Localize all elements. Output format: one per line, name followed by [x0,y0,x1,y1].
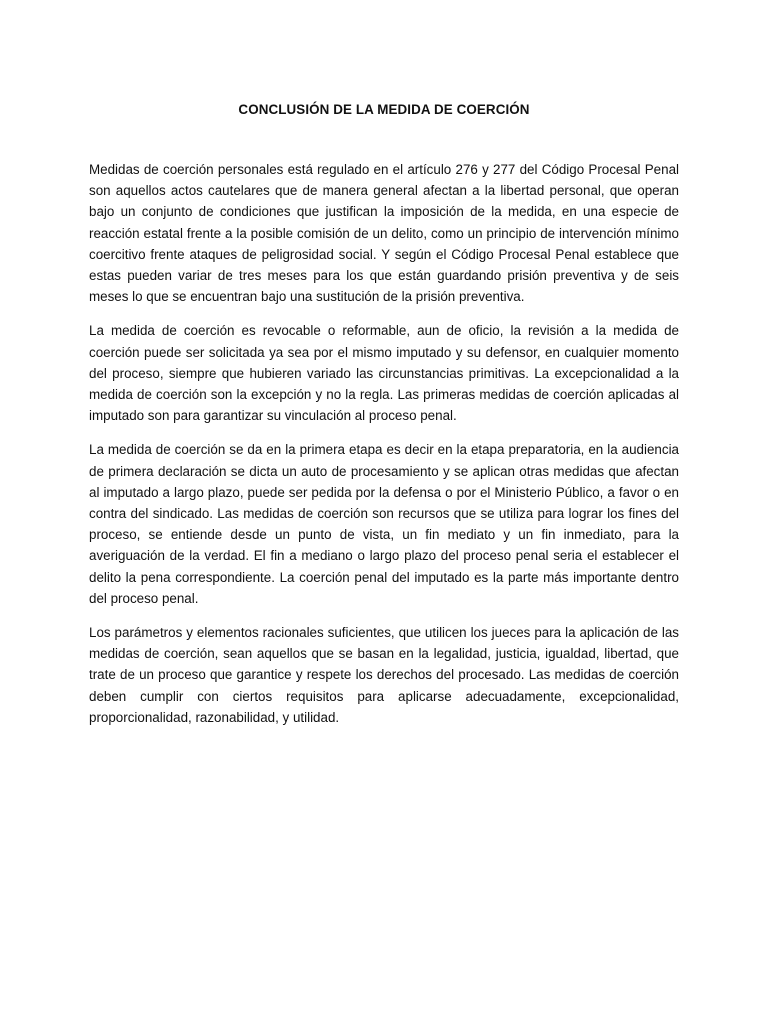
document-title: CONCLUSIÓN DE LA MEDIDA DE COERCIÓN [238,102,530,117]
paragraph-1: Medidas de coerción personales está regulado en el artículo 276 y 277 del Código Procesal Penal son aquellos actos cautelares que de manera general afectan a la libertad personal, que operan bajo un conjunto de condiciones que justifican la imposición de la medida, en una especie de reacción estatal frente a la posible comisión de un delito, como un principio de intervención mínimo coercitivo frente ataques de peligrosidad social. Y según el Código Procesal Penal establece que estas pueden variar de tres meses para los que están guardando prisión preventiva y de seis meses lo que se encuentran bajo una sustitución de la prisión preventiva. [89,162,679,305]
paragraph-4: Los parámetros y elementos racionales suficientes, que utilicen los jueces para la aplicación de las medidas de coerción, sean aquellos que se basan en la legalidad, justicia, igualdad, libertad, que trate de un proceso que garantice y respete los derechos del procesado. Las medidas de coerción deben cumplir con ciertos requisitos para aplicarse adecuadamente, excepcionalidad, proporcionalidad, razonabilidad, y utilidad. [89,625,679,725]
document-body [89,159,679,741]
paragraph-3: La medida de coerción se da en la primera etapa es decir en la etapa preparatoria, en la audiencia de primera declaración se dicta un auto de procesamiento y se aplican otras medidas que afectan al imputado a largo plazo, puede ser pedida por la defensa o por el Ministerio Público, a favor o en contra del sindicado. Las medidas de coerción son recursos que se utiliza para lograr los fines del proceso, se entiende desde un punto de vista, un fin mediato y un fin inmediato, para la averiguación de la verdad. El fin a mediano o largo plazo del proceso penal seria el establecer el delito la pena correspondiente. La coerción penal del imputado es la parte más importante dentro del proceso penal. [89,442,679,606]
paragraph-2: La medida de coerción es revocable o reformable, aun de oficio, la revisión a la medida de coerción puede ser solicitada ya sea por el mismo imputado y su defensor, en cualquier momento del proceso, siempre que hubieren variado las circunstancias primitivas. La excepcionalidad a la medida de coerción son la excepción y no la regla. Las primeras medidas de coerción aplicadas al imputado son para garantizar su vinculación al proceso penal. [89,323,679,424]
